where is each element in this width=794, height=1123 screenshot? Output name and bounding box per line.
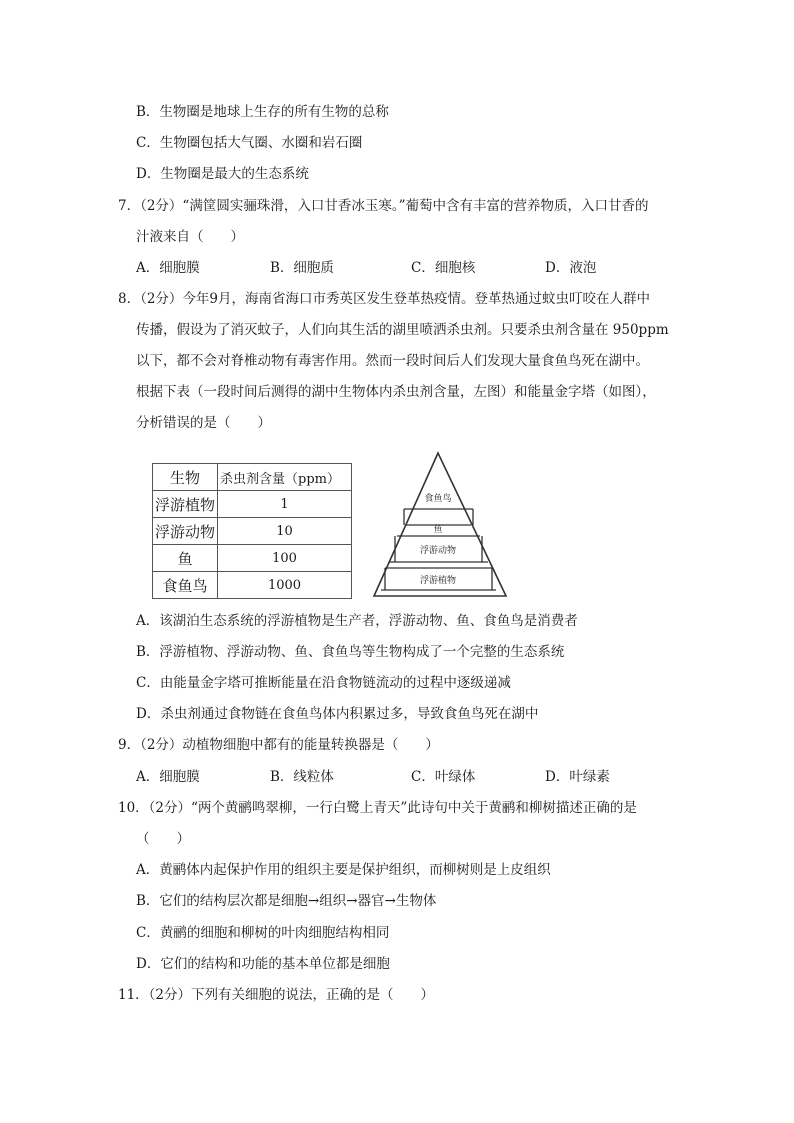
q10-option-b: B．它们的结构层次都是细胞→组织→器官→生物体 [136, 893, 437, 909]
q6-option-b: B．生物圈是地球上生存的所有生物的总称 [136, 104, 389, 120]
q9-options [136, 767, 636, 787]
q7-stem-line2: 汁液来自（ ） [136, 229, 244, 245]
table-cell-organism: 食鱼鸟 [153, 572, 218, 599]
q8-option-c: C．由能量金字塔可推断能量在沿食物链流动的过程中逐级递减 [136, 675, 511, 691]
q10-option-c: C．黄鹂的细胞和柳树的叶肉细胞结构相同 [136, 925, 390, 941]
q6-option-d: D．生物圈是最大的生态系统 [136, 166, 309, 182]
q8-option-b: B．浮游植物、浮游动物、鱼、食鱼鸟等生物构成了一个完整的生态系统 [136, 644, 565, 660]
table-header-organism: 生物 [153, 464, 218, 491]
q7-option-d: D．液泡 [545, 260, 597, 276]
table-row [153, 491, 352, 518]
table-row [153, 545, 352, 572]
table-cell-organism: 浮游植物 [153, 491, 218, 518]
table-cell-value: 1 [218, 491, 352, 518]
q7-stem-line1: 7．（2分）“满筐圆实骊珠滑，入口甘香冰玉寒。”葡萄中含有丰富的营养物质，入口甘香的 [118, 198, 649, 214]
q10-stem-line2: （ ） [136, 831, 190, 847]
q9-option-c: C．叶绿体 [411, 769, 476, 785]
pyramid-level-base: 浮游植物 [419, 576, 457, 586]
q9-option-b: B．线粒体 [270, 769, 334, 785]
pesticide-table [152, 463, 352, 599]
q7-option-a: A．细胞膜 [136, 260, 200, 276]
q9-option-a: A．细胞膜 [136, 769, 200, 785]
q7-options [136, 258, 636, 278]
table-cell-organism: 浮游动物 [153, 518, 218, 545]
table-cell-value: 10 [218, 518, 352, 545]
q8-stem-line1: 8．（2分）今年9月，海南省海口市秀英区发生登革热疫情。登革热通过蚊虫叮咬在人群中 [118, 291, 651, 307]
pyramid-level-top: 食鱼鸟 [424, 494, 452, 504]
q8-option-a: A．该湖泊生态系统的浮游植物是生产者，浮游动物、鱼、食鱼鸟是消费者 [136, 613, 578, 629]
energy-pyramid [370, 450, 510, 600]
table-header-pesticide: 杀虫剂含量（ppm） [218, 464, 352, 491]
q8-stem-line4: 根据下表（一段时间后测得的湖中生物体内杀虫剂含量，左图）和能量金字塔（如图）， [136, 384, 656, 400]
table-row [153, 518, 352, 545]
q9-stem: 9．（2分）动植物细胞中都有的能量转换器是（ ） [118, 737, 439, 753]
table-row [153, 572, 352, 599]
pyramid-level-3: 浮游动物 [419, 546, 457, 556]
pyramid-level-2: 鱼 [433, 525, 443, 535]
q8-option-d: D．杀虫剂通过食物链在食鱼鸟体内积累过多，导致食鱼鸟死在湖中 [136, 706, 539, 722]
q7-option-b: B．细胞质 [270, 260, 334, 276]
table-header-row [153, 464, 352, 491]
q10-option-a: A．黄鹂体内起保护作用的组织主要是保护组织，而柳树则是上皮组织 [136, 862, 551, 878]
q10-option-d: D．它们的结构和功能的基本单位都是细胞 [136, 956, 390, 972]
table-cell-value: 1000 [218, 572, 352, 599]
q7-option-c: C．细胞核 [411, 260, 476, 276]
q10-stem-line1: 10．（2分）“两个黄鹂鸣翠柳，一行白鹭上青天”此诗句中关于黄鹂和柳树描述正确的是 [118, 800, 637, 816]
q9-option-d: D．叶绿素 [545, 769, 610, 785]
q8-stem-line3: 以下，都不会对脊椎动物有毒害作用。然而一段时间后人们发现大量食鱼鸟死在湖中。 [136, 353, 649, 369]
table-cell-organism: 鱼 [153, 545, 218, 572]
q6-option-c: C．生物圈包括大气圈、水圈和岩石圈 [136, 135, 363, 151]
q8-stem-line2: 传播，假设为了消灭蚊子，人们向其生活的湖里喷洒杀虫剂。只要杀虫剂含量在 950ppm [136, 322, 669, 338]
q11-stem: 11．（2分）下列有关细胞的说法，正确的是（ ） [118, 987, 435, 1003]
q8-stem-line5: 分析错误的是（ ） [136, 415, 271, 431]
table-cell-value: 100 [218, 545, 352, 572]
